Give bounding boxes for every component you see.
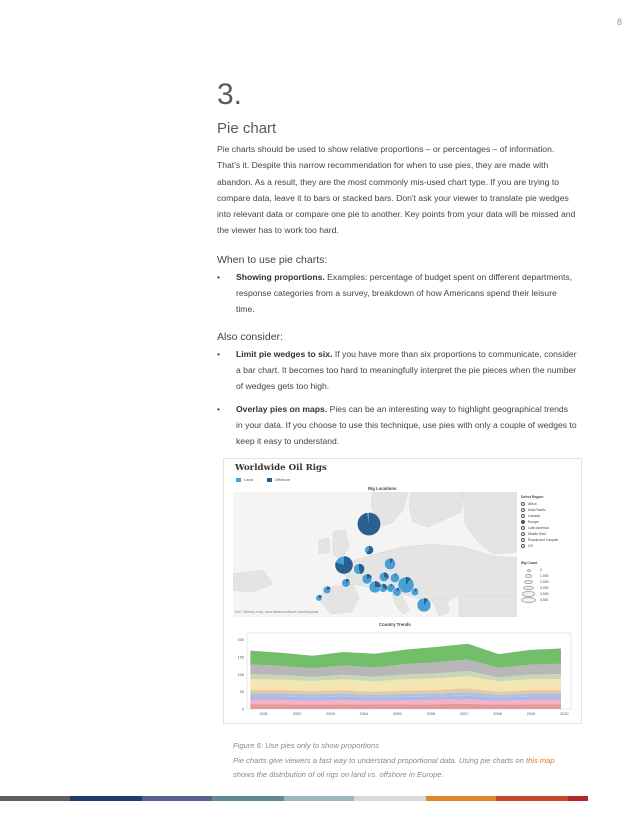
consider-list [217,346,577,450]
footer-segment [496,796,568,801]
pie-marker-norway-north-sea[interactable] [358,513,381,536]
x-tick-label: 2010 [560,712,569,716]
page-number: 8 [616,17,622,27]
footer-segment [212,796,284,801]
caption-label: Figure 6: Use pies only to show proportions [233,741,380,750]
bullet-bold: Overlay pies on maps. [236,403,328,414]
region-label: Middle East [528,532,546,536]
radio-icon [521,508,525,512]
section-content [217,78,577,455]
x-tick-label: 2008 [493,712,502,716]
caption-text: Pie charts give viewers a fast way to understand proportional data. Using pie charts on this map shows the distribution of oil rigs on land vs. offshore in Europe. [233,755,555,779]
map-credit: Esri, Tableau, map, www.tableausoftware.com/mapdata [235,610,319,614]
radio-icon [521,538,525,542]
x-tick-label: 2001 [259,712,268,716]
region-heading: Select Region [521,495,544,499]
region-list [521,501,579,549]
bullet-icon: • [217,271,221,282]
region-label: Europe [528,520,539,524]
bullet-bold: Limit pie wedges to six. [236,348,333,359]
offshore-swatch-icon [267,478,272,482]
size-label: 3,000 [540,586,549,590]
region-option[interactable] [521,543,579,549]
region-label: Latin America [528,526,549,530]
filter-panel [521,495,579,603]
pie-marker-turkey[interactable] [417,598,431,612]
size-circle-icon [521,580,536,584]
pie-marker-netherlands[interactable] [354,564,365,575]
size-circle-icon [521,586,536,590]
land-masses [233,492,517,617]
legend-item-land[interactable] [236,477,253,482]
pie-marker-portugal[interactable] [316,595,322,601]
footer-segment [354,796,426,801]
bullet-text: Examples: percentage of budget spent on different departments, response categories from a survey, breakdown of how Americans spend their leisure time. [236,271,573,315]
size-circle-icon [521,598,536,602]
pie-marker-italy-north[interactable] [379,572,388,581]
size-legend [521,561,579,603]
radio-icon [521,526,525,530]
pie-marker-france[interactable] [342,579,351,588]
trends-chart[interactable] [233,631,577,717]
figure-dashboard [223,458,582,724]
pie-marker-albania[interactable] [393,588,402,597]
bullet-text: If you have more than six proportions to communicate, consider a bar chart. It becomes too hard to meaningfully interpret the pie pieces when the number of wedges gets too high. [236,348,577,392]
trends-title: Country Trends [379,622,411,627]
pie-marker-uk-north-sea[interactable] [335,556,353,574]
region-label: Asia Pacific [528,508,546,512]
x-tick-label: 2006 [426,712,435,716]
size-label: 2,000 [540,580,549,584]
figure-title: Worldwide Oil Rigs [235,463,327,473]
when-list [217,269,577,318]
size-list [521,567,579,603]
size-circle-icon [521,592,536,596]
size-label: 5,501 [540,598,549,602]
x-tick-label: 2002 [292,712,302,716]
pie-marker-italy-south[interactable] [369,581,381,593]
section-title: Pie chart [217,120,277,137]
bullet-text: Pies can be an interesting way to highlight geographical trends in your data. If you choose to use this technique, use pies with only a couple of wedges to keep it easy to understand. [236,403,577,447]
x-tick-label: 2004 [359,712,369,716]
area-series-band-1 [250,704,561,709]
footer-color-bar [0,796,638,801]
footer-segment [426,796,496,801]
footer-segment [568,796,588,801]
land-swatch-icon [236,478,241,482]
footer-segment [0,796,70,801]
pie-marker-denmark[interactable] [365,546,374,555]
y-tick-label: 100 [237,672,244,677]
radio-icon [521,502,525,506]
y-tick-label: 0 [241,707,244,712]
trends-svg [233,631,577,717]
x-tick-label: 2005 [393,712,402,716]
radio-icon [521,520,525,524]
size-label: 4,000 [540,592,549,596]
list-item [217,269,577,318]
footer-segment [70,796,142,801]
list-item [217,346,577,395]
europe-map [233,492,517,617]
radio-icon [521,544,525,548]
intro-paragraph: Pie charts should be used to show relative proportions – or percentages – of information. That's it. Despite this narrow recommendation for when to use pies, they are made with abandon. As a result, they are the most commonly mis-used chart type. If you are trying to compare data, leave it to bars or stacked bars. Don't ask your viewer to translate pie wedges into relevant data or compare one pie to another. Key points from your data will be missed and the viewer has to work too hard. [217,144,576,236]
figure-caption [233,739,563,783]
region-label: Russia and Caspian [528,538,559,542]
x-tick-label: 2009 [526,712,536,716]
map-panel[interactable] [233,492,517,617]
size-circle-icon [521,568,536,572]
footer-segment [142,796,212,801]
pie-marker-spain[interactable] [323,586,331,594]
size-label: 2 [540,568,542,572]
map-title: Rig Locations [368,486,397,491]
legend-label: Offshore [274,477,291,482]
y-tick-label: 50 [239,690,244,695]
bullet-icon: • [217,348,221,359]
this-map-link[interactable]: this map [525,755,555,765]
legend-item-offshore[interactable] [267,477,290,482]
footer-segment [284,796,354,801]
region-label: US [528,544,533,548]
pie-marker-germany[interactable] [362,574,372,584]
region-label: Africa [528,502,537,506]
figure-legend [236,477,290,482]
size-label: 1,000 [540,574,549,578]
legend-label: Land [244,477,253,482]
radio-icon [521,514,525,518]
radio-icon [521,532,525,536]
size-legend-row [521,597,579,603]
bullet-bold: Showing proportions. [236,271,325,282]
pie-marker-bulgaria[interactable] [411,588,419,596]
pie-marker-hungary[interactable] [390,573,399,582]
when-heading: When to use pie charts: [217,253,328,266]
size-circle-icon [521,574,536,578]
size-heading: Rig Count [521,561,538,565]
section-number: 3. [217,78,243,111]
x-tick-label: 2007 [459,712,469,716]
pie-marker-poland[interactable] [384,558,395,569]
pie-offshore-slice [358,513,381,536]
y-tick-label: 200 [237,638,244,643]
x-tick-label: 2003 [326,712,335,716]
region-label: Canada [528,514,540,518]
bullet-icon: • [217,403,221,414]
list-item [217,401,577,450]
consider-heading: Also consider: [217,330,283,343]
y-tick-label: 150 [237,655,244,660]
